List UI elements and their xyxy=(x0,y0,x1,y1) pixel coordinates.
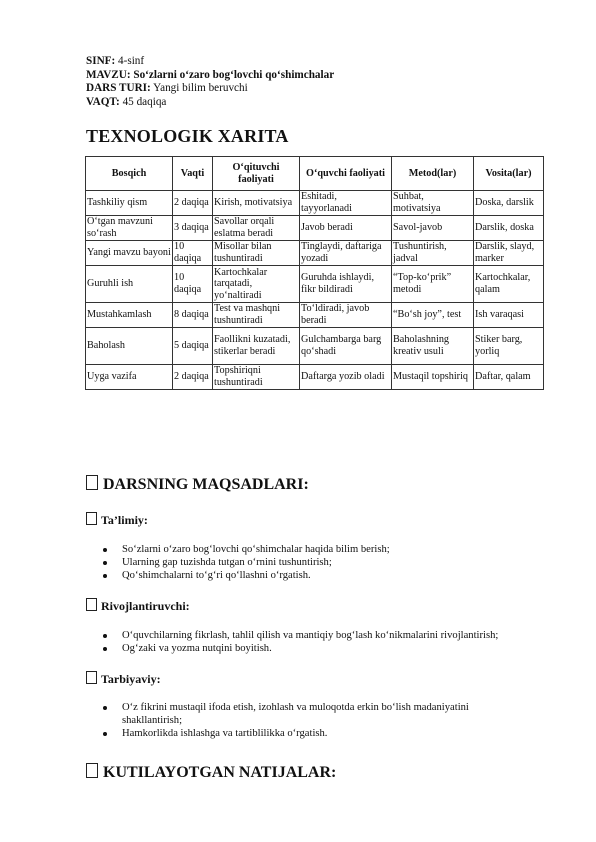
table-cell: O‘tgan mavzuni so‘rash xyxy=(86,216,173,241)
table-cell: Guruhli ish xyxy=(86,266,173,303)
table-cell: Test va mashqni tushuntiradi xyxy=(213,303,300,328)
table-header-row xyxy=(86,157,544,191)
table-row xyxy=(86,266,544,303)
table-cell: Mustaqil topshiriq xyxy=(392,365,474,390)
table-cell: Mustahkamlash xyxy=(86,303,173,328)
list-item: Og‘zaki va yozma nutqini boyitish. xyxy=(100,642,530,655)
topic-label: MAVZU: xyxy=(86,68,131,81)
table-cell: Guruhda ishlaydi, fikr bildiradi xyxy=(300,266,392,303)
class-label: SINF: xyxy=(86,55,116,67)
table-cell: Baholash xyxy=(86,328,173,365)
table-row xyxy=(86,365,544,390)
header-cell: O‘quvchi faoliyati xyxy=(300,157,392,191)
class-value: 4-sinf xyxy=(118,55,145,67)
table-cell: “Top-ko‘prik” metodi xyxy=(392,266,474,303)
table-cell: Darslik, slayd, marker xyxy=(474,241,544,266)
checkbox-glyph-icon xyxy=(86,598,97,611)
list-item: Hamkorlikda ishlashga va tartiblilikka o‘rgatish. xyxy=(100,727,530,740)
table-cell: Savol-javob xyxy=(392,216,474,241)
checkbox-glyph-icon xyxy=(86,763,98,778)
table-cell: 8 daqiqa xyxy=(173,303,213,328)
upbringing-goals-list xyxy=(100,701,530,740)
goals-heading-text: DARSNING MAQSADLARI: xyxy=(103,476,309,493)
goals-heading xyxy=(86,475,309,494)
checkbox-glyph-icon xyxy=(86,512,97,525)
table-cell: Faollikni kuzatadi, stikerlar beradi xyxy=(213,328,300,365)
table-cell: Baholashning kreativ usuli xyxy=(392,328,474,365)
time-value: 45 daqiqa xyxy=(122,95,167,108)
table-cell: 2 daqiqa xyxy=(173,365,213,390)
table-cell: Tinglaydi, daftariga yozadi xyxy=(300,241,392,266)
developmental-heading xyxy=(86,598,190,614)
table-cell: Kartochkalar, qalam xyxy=(474,266,544,303)
meta-class xyxy=(86,55,334,69)
table-cell: Daftar, qalam xyxy=(474,365,544,390)
header-cell: Vaqti xyxy=(173,157,213,191)
checkbox-glyph-icon xyxy=(86,671,97,684)
table-cell: Uyga vazifa xyxy=(86,365,173,390)
table-row xyxy=(86,191,544,216)
time-label: VAQT: xyxy=(86,95,120,108)
table-cell: To‘ldiradi, javob beradi xyxy=(300,303,392,328)
expected-results-heading xyxy=(86,763,336,782)
table-cell: Javob beradi xyxy=(300,216,392,241)
table-cell: 2 daqiqa xyxy=(173,191,213,216)
table-cell: Suhbat, motivatsiya xyxy=(392,191,474,216)
upbringing-heading-text: Tarbiyaviy: xyxy=(101,672,161,686)
header-cell: O‘qituvchi faoliyati xyxy=(213,157,300,191)
developmental-goals-list xyxy=(100,629,530,655)
table-row xyxy=(86,241,544,266)
table-cell: Daftarga yozib oladi xyxy=(300,365,392,390)
table-cell: 3 daqiqa xyxy=(173,216,213,241)
developmental-heading-text: Rivojlantiruvchi: xyxy=(101,599,190,613)
table-cell: Tashkiliy qism xyxy=(86,191,173,216)
table-cell: Savollar orqali eslatma beradi xyxy=(213,216,300,241)
list-item: O‘z fikrini mustaqil ifoda etish, izohlash va muloqotda erkin bo‘lish madaniyatini shakllantirish; xyxy=(100,701,530,727)
meta-topic xyxy=(86,69,334,83)
table-cell: Kirish, motivatsiya xyxy=(213,191,300,216)
meta-time xyxy=(86,96,334,110)
table-cell: Ish varaqasi xyxy=(474,303,544,328)
table-cell: Misollar bilan tushuntiradi xyxy=(213,241,300,266)
upbringing-heading xyxy=(86,671,161,687)
table-cell: “Bo‘sh joy”, test xyxy=(392,303,474,328)
table-cell: 5 daqiqa xyxy=(173,328,213,365)
table-cell: Darslik, doska xyxy=(474,216,544,241)
page-title: TEXNOLOGIK XARITA xyxy=(86,126,289,146)
header-cell: Metod(lar) xyxy=(392,157,474,191)
table-row xyxy=(86,216,544,241)
table-row xyxy=(86,303,544,328)
table-cell: Kartochkalar tarqatadi, yo‘naltiradi xyxy=(213,266,300,303)
topic-value: So‘zlarni o‘zaro bog‘lovchi qo‘shimchalar xyxy=(133,68,335,81)
lesson-meta xyxy=(86,55,334,109)
list-item: So‘zlarni o‘zaro bog‘lovchi qo‘shimchalar haqida bilim berish; xyxy=(100,543,530,556)
list-item: Ularning gap tuzishda tutgan o‘rnini tushuntirish; xyxy=(100,556,530,569)
list-item: O‘quvchilarning fikrlash, tahlil qilish va mantiqiy bog‘lash ko‘nikmalarini rivojlantirish; xyxy=(100,629,530,642)
lesson-type-label: DARS TURI: xyxy=(86,82,151,95)
educational-heading xyxy=(86,512,148,528)
table-cell: Gulchambarga barg qo‘shadi xyxy=(300,328,392,365)
table-row xyxy=(86,328,544,365)
table-cell: Eshitadi, tayyorlanadi xyxy=(300,191,392,216)
table-cell: Stiker barg, yorliq xyxy=(474,328,544,365)
table-cell: 10 daqiqa xyxy=(173,266,213,303)
table-cell: Tushuntirish, jadval xyxy=(392,241,474,266)
table-cell: Doska, darslik xyxy=(474,191,544,216)
checkbox-glyph-icon xyxy=(86,475,98,490)
expected-results-heading-text: KUTILAYOTGAN NATIJALAR: xyxy=(103,764,337,781)
header-cell: Vosita(lar) xyxy=(474,157,544,191)
table-cell: Yangi mavzu bayoni xyxy=(86,241,173,266)
meta-lesson-type xyxy=(86,82,334,96)
technology-map-table xyxy=(85,156,544,390)
header-cell: Bosqich xyxy=(86,157,173,191)
educational-heading-text: Ta’limiy: xyxy=(101,513,148,527)
lesson-type-value: Yangi bilim beruvchi xyxy=(153,82,248,95)
list-item: Qo‘shimchalarni to‘g‘ri qo‘llashni o‘rgatish. xyxy=(100,569,530,582)
table-cell: 10 daqiqa xyxy=(173,241,213,266)
educational-goals-list xyxy=(100,543,530,582)
table-cell: Topshiriqni tushuntiradi xyxy=(213,365,300,390)
